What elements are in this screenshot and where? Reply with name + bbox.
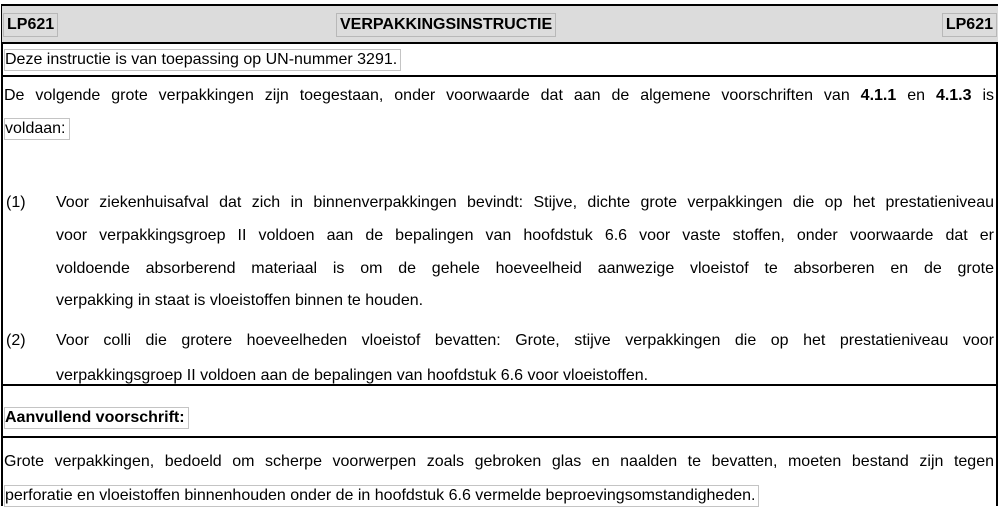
applicability-text: Deze instructie is van toepassing op UN-nummer 3291.: [4, 49, 401, 71]
item-1-line-2: voor verpakkingsgroep II voldoen aan de bepalingen van hoofdstuk 6.6 voor vaste stoffen, onder voorwaarde dat er: [56, 227, 994, 244]
header-bottom-border: [2, 42, 998, 44]
additional-provision-heading: Aanvullend voorschrift:: [4, 407, 189, 429]
item-2-line-2: verpakkingsgroep II voldoen aan de bepalingen van hoofdstuk 6.6 voor vloeistoffen.: [56, 367, 649, 384]
item-1-line-1: Voor ziekenhuisafval dat zich in binnenverpakkingen bevindt: Stijve, dichte grote verpakkingen die op het prestatieniveau: [56, 194, 994, 211]
item-1-number: (1): [6, 194, 26, 211]
applicability-bottom-border: [2, 75, 998, 77]
table-left-border: [1, 4, 3, 506]
reference-4-1-3: 4.1.3: [935, 87, 972, 104]
item-1-line-3: voldoende absorberend materiaal is om de gehele hoeveelheid aanwezige vloeistof te absorberen en de grote: [56, 260, 994, 277]
additional-provision-line-1: Grote verpakkingen, bedoeld om scherpe voorwerpen zoals gebroken glas en naalden te bevatten, moeten bestand zijn tegen: [4, 453, 994, 470]
intro-line-2: voldaan:: [4, 118, 70, 140]
intro-line-1: De volgende grote verpakkingen zijn toegestaan, onder voorwaarde dat aan de algemene voorschriften van 4.1.1 en 4.1.3 is: [4, 87, 995, 104]
item-1-line-4: verpakking in staat is vloeistoffen binnen te houden.: [56, 292, 424, 309]
reference-4-1-1: 4.1.1: [860, 87, 897, 104]
item-2-number: (2): [6, 332, 26, 349]
items-bottom-border: [2, 384, 998, 386]
heading-bottom-border: [2, 436, 998, 438]
instruction-code-left: LP621: [3, 13, 58, 37]
instruction-code-right: LP621: [942, 13, 997, 37]
table-right-border: [996, 4, 998, 506]
item-2-line-1: Voor colli die grotere hoeveelheden vloeistof bevatten: Grote, stijve verpakkingen die op het prestatieniveau voor: [56, 332, 994, 349]
instruction-title: VERPAKKINGSINSTRUCTIE: [336, 13, 556, 37]
additional-provision-line-2: perforatie en vloeistoffen binnenhouden onder de in hoofdstuk 6.6 vermelde beproevingsomstandigheden.: [4, 485, 759, 507]
instruction-header: [2, 6, 998, 42]
